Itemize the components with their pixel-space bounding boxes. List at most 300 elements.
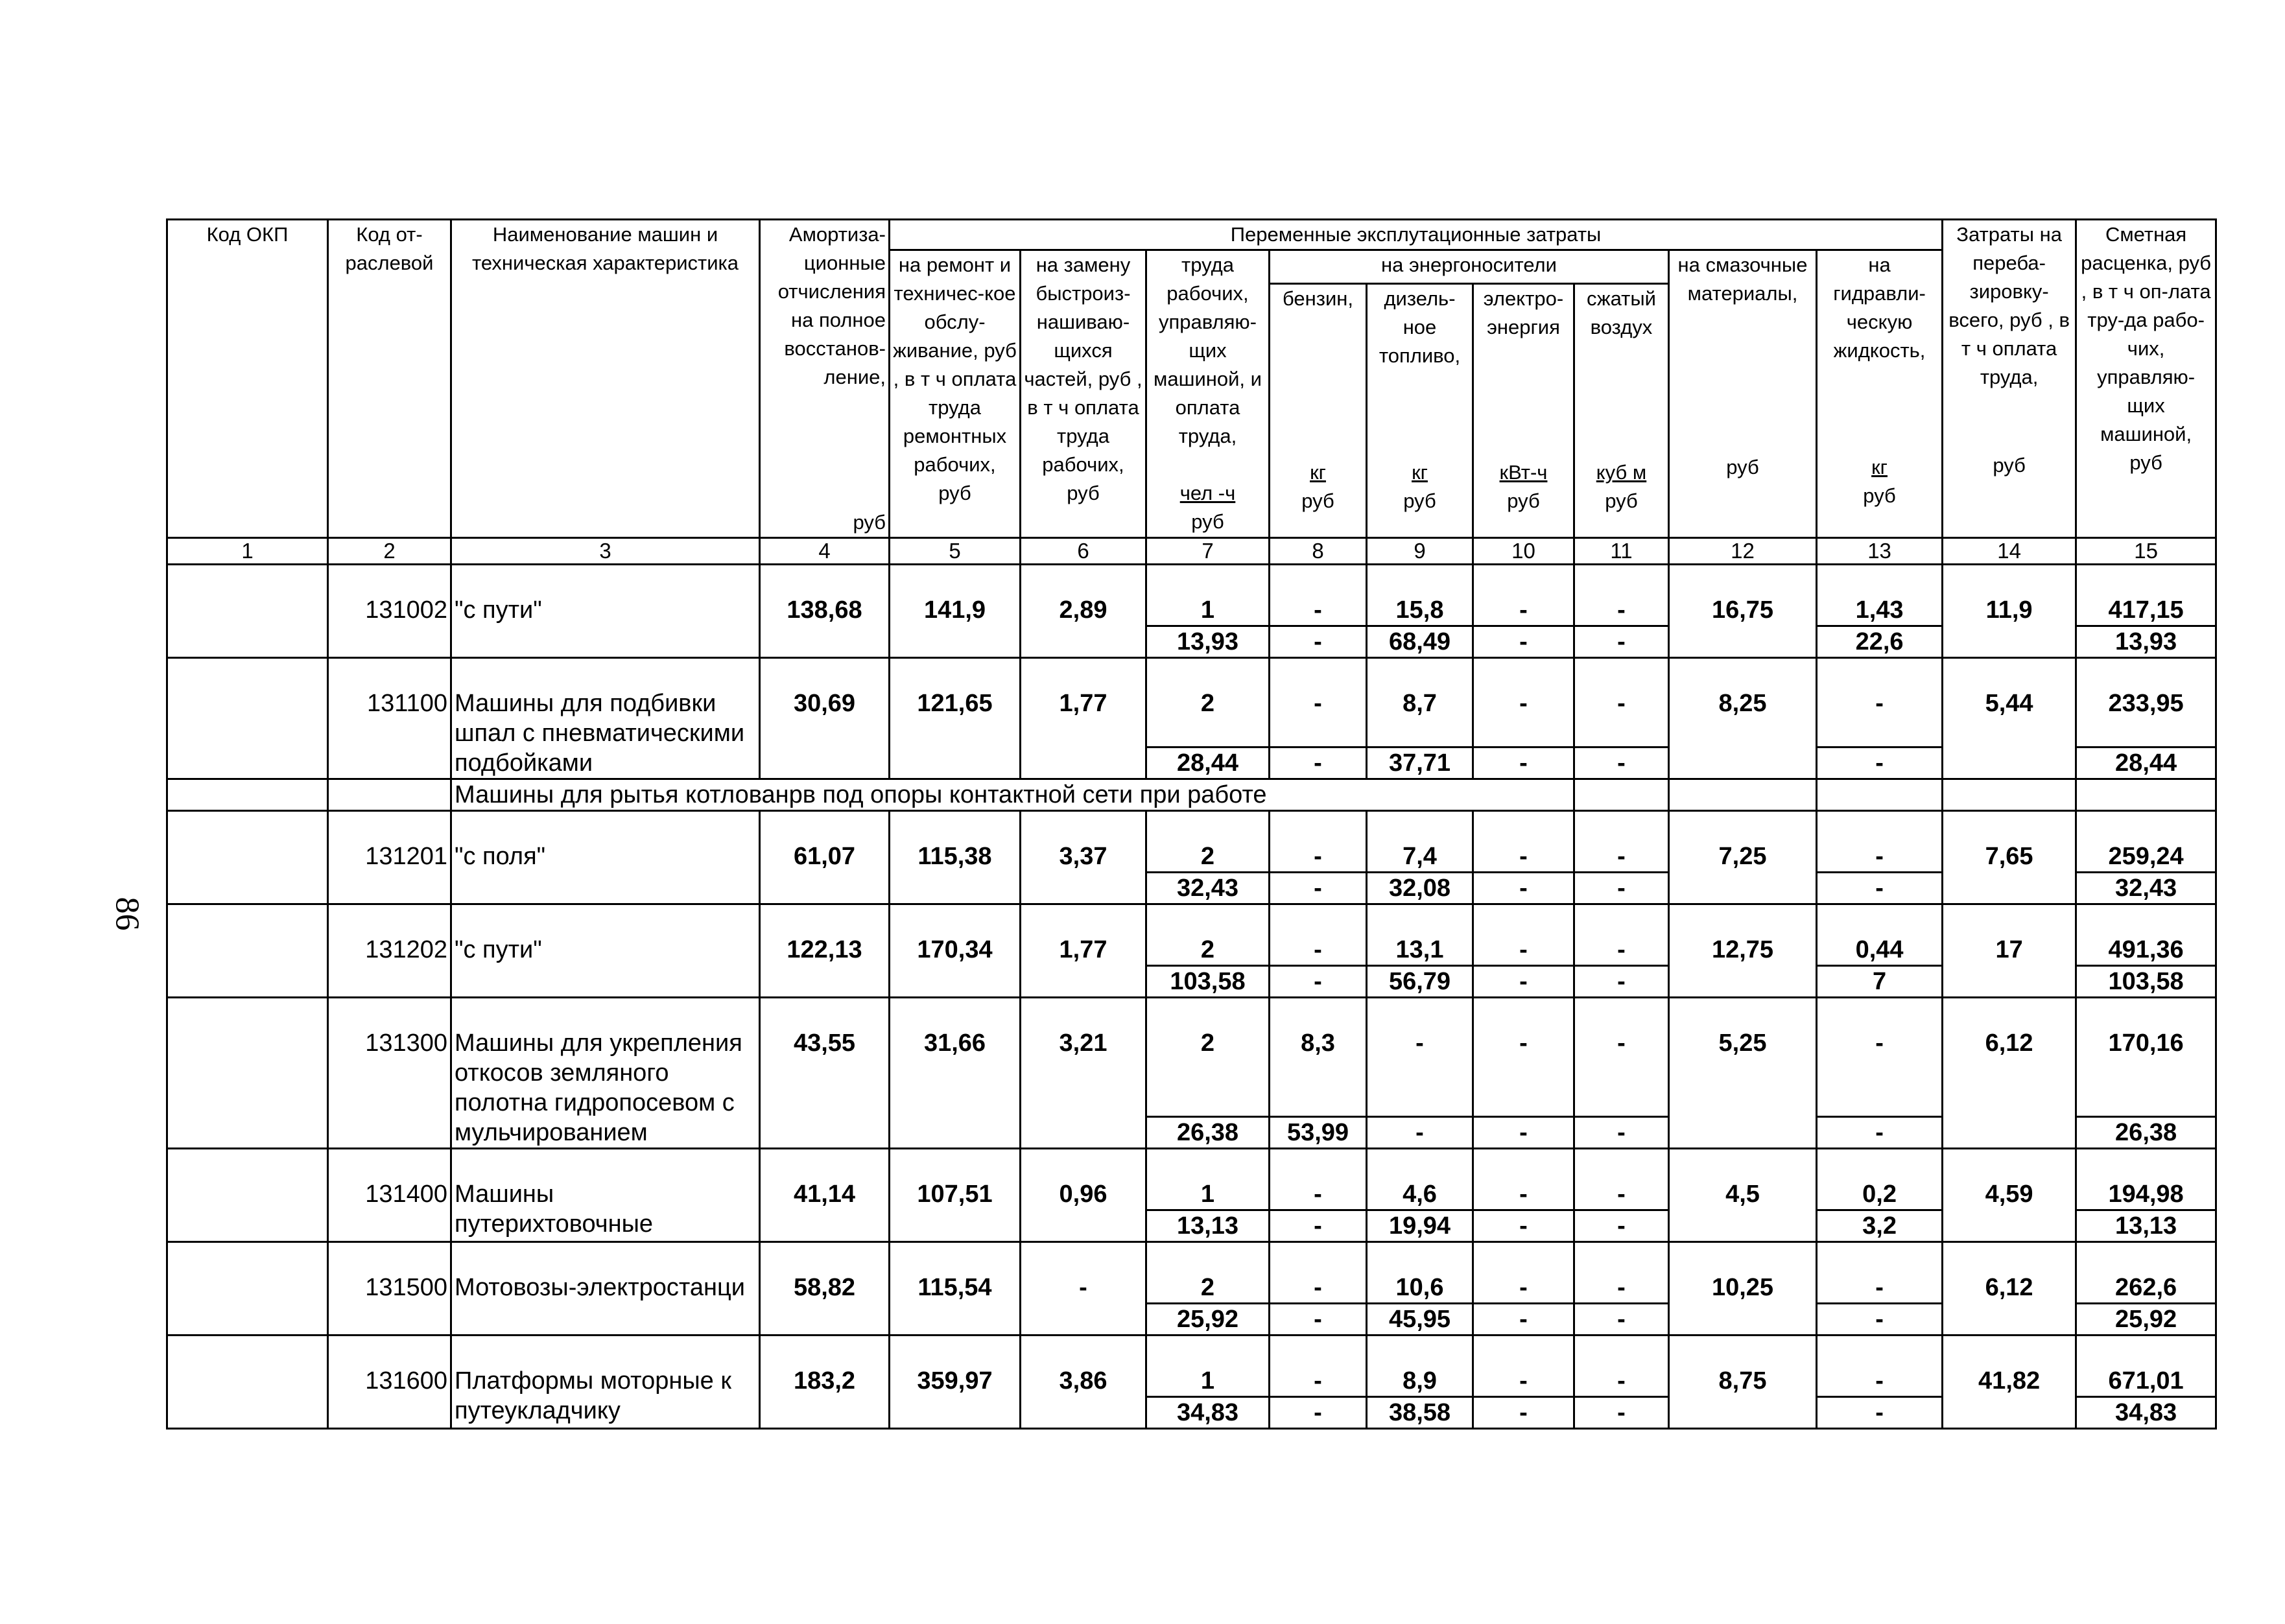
value-c5: 170,34 [890,935,1021,998]
header-amortization-text: Амортиза-ционные отчисления на полное восстанов-ление, [777,223,886,388]
wage-c11: - [1574,1117,1669,1149]
spacer-cell [1574,1336,1669,1367]
spacer-cell [2076,1336,2216,1367]
spacer-cell [1367,1149,1473,1180]
spacer-cell [1473,904,1574,936]
value-c8: - [1270,841,1367,873]
header-compressed-air-unit: руб [1605,489,1638,513]
spacer-cell [1021,1336,1146,1367]
wage-c13: 22,6 [1817,626,1943,658]
spacer-cell [1669,1336,1817,1367]
wage-c11: - [1574,626,1669,658]
value-c14: 6,12 [1943,1273,2076,1336]
machine-name: Машины для укрепления откосов земляного полотна гидропосевом с мульчированием [451,998,760,1149]
section-title: Машины для рытья котлованрв под опоры контактной сети при работе [451,779,1574,811]
spacer-cell [890,904,1021,936]
header-estimate-rate-unit: руб [2129,451,2162,474]
value-c15: 194,98 [2076,1179,2216,1210]
spacer-cell [1574,904,1669,936]
value-c12: 8,25 [1669,688,1817,779]
header-diesel-text: дизель-ное топливо, [1379,287,1461,368]
column-number: 6 [1021,538,1146,565]
wage-c11: - [1574,1304,1669,1336]
branch-code: 131100 [328,658,451,779]
spacer-cell [760,998,890,1029]
header-estimate-rate-text: Сметная расценка, руб , в т ч оп-лата тру-да рабо-чих, управляю-щих машиной, [2081,223,2212,445]
branch-code: 131600 [328,1336,451,1429]
value-c15: 170,16 [2076,1028,2216,1117]
value-c7: 1 [1146,1366,1270,1397]
wage-c15: 25,92 [2076,1304,2216,1336]
value-c4: 41,14 [760,1179,890,1242]
spacer-cell [1473,658,1574,689]
spacer-cell [1943,658,2076,689]
value-c4: 183,2 [760,1366,890,1429]
okp-code-cell [167,1149,328,1242]
wage-c13: - [1817,1397,1943,1429]
spacer-cell [1473,998,1574,1029]
column-number: 11 [1574,538,1669,565]
value-c12: 10,25 [1669,1273,1817,1336]
wage-c7: 25,92 [1146,1304,1270,1336]
value-c11: - [1574,841,1669,873]
wage-c10: - [1473,747,1574,779]
spacer-cell [1817,565,1943,596]
spacer-cell [1574,658,1669,689]
machine-name: Машины для подбивки шпал с пневматическими подбойками [451,658,760,779]
value-c13: - [1817,841,1943,873]
value-c8: - [1270,1273,1367,1304]
value-c14: 41,82 [1943,1366,2076,1429]
spacer-cell [1270,1336,1367,1367]
header-lubricants-unit: руб [1726,456,1759,478]
wage-c8: - [1270,1210,1367,1242]
value-c6: 0,96 [1021,1179,1146,1242]
value-c14: 11,9 [1943,595,2076,658]
spacer-cell [1817,658,1943,689]
value-c6: - [1021,1273,1146,1336]
spacer-cell [1146,1242,1270,1273]
value-c11: - [1574,1366,1669,1397]
header-machine-name: Наименование машин и техническая характеристика [451,220,760,538]
wage-c15: 32,43 [2076,873,2216,904]
value-c10: - [1473,1273,1574,1304]
value-c4: 43,55 [760,1028,890,1149]
spacer-cell [1270,1242,1367,1273]
wage-c9: 38,58 [1367,1397,1473,1429]
spacer-cell [1943,1149,2076,1180]
value-c7: 2 [1146,935,1270,966]
branch-code: 131400 [328,1149,451,1242]
value-c5: 121,65 [890,688,1021,779]
value-c13: 1,43 [1817,595,1943,626]
value-c12: 16,75 [1669,595,1817,658]
header-branch-code: Код от-раслевой [328,220,451,538]
header-lubricants-text: на смазочные материалы, [1677,253,1808,305]
value-c15: 491,36 [2076,935,2216,966]
spacer-cell [2076,565,2216,596]
spacer-cell [2076,1149,2216,1180]
value-c10: - [1473,688,1574,747]
wage-c8: 53,99 [1270,1117,1367,1149]
value-c7: 1 [1146,595,1270,626]
spacer-cell [1146,1336,1270,1367]
value-c9: 15,8 [1367,595,1473,626]
value-c8: - [1270,595,1367,626]
spacer-cell [1943,998,2076,1029]
spacer-cell [1473,565,1574,596]
value-c11: - [1574,1028,1669,1117]
value-c9: 8,7 [1367,688,1473,747]
value-c6: 2,89 [1021,595,1146,658]
spacer-cell [1669,998,1817,1029]
header-hydraulic-unit: руб [1863,484,1896,507]
wage-c15: 13,93 [2076,626,2216,658]
spacer-cell [1473,1149,1574,1180]
wage-c7: 13,13 [1146,1210,1270,1242]
wage-c11: - [1574,747,1669,779]
column-number-row [167,538,2216,565]
spacer-cell [1817,1149,1943,1180]
value-c4: 122,13 [760,935,890,998]
machine-name: "с поля" [451,811,760,904]
wage-c8: - [1270,873,1367,904]
machine-rates-table [166,218,2217,1430]
spacer-cell [1021,1242,1146,1273]
wage-c13: - [1817,1117,1943,1149]
spacer-cell [2076,998,2216,1029]
section-cell-empty [1669,779,1817,811]
value-c12: 4,5 [1669,1179,1817,1242]
wage-c9: 45,95 [1367,1304,1473,1336]
spacer-cell [1270,565,1367,596]
spacer-cell [1270,998,1367,1029]
header-petrol-text: бензин, [1282,287,1354,311]
wage-c11: - [1574,873,1669,904]
header-hydraulic-unit-a: кг [1871,456,1888,478]
value-c7: 2 [1146,841,1270,873]
value-c7: 2 [1146,1028,1270,1117]
spacer-cell [1367,811,1473,842]
okp-code-cell [167,658,328,779]
spacer-cell [1669,565,1817,596]
value-c10: - [1473,1028,1574,1117]
header-parts-unit: руб [1067,482,1100,504]
spacer-cell [1669,811,1817,842]
okp-code-cell [167,811,328,904]
header-repair-unit: руб [938,482,971,504]
rates-table-sheet [166,218,2215,1430]
spacer-cell [1367,1242,1473,1273]
value-c4: 30,69 [760,688,890,779]
spacer-cell [1473,811,1574,842]
value-c6: 3,21 [1021,1028,1146,1149]
spacer-cell [1669,904,1817,936]
header-parts [1021,250,1146,538]
value-c13: 0,2 [1817,1179,1943,1210]
value-c9: 8,9 [1367,1366,1473,1397]
okp-code-cell [167,1336,328,1429]
wage-c15: 26,38 [2076,1117,2216,1149]
section-cell-empty [1943,779,2076,811]
column-number: 5 [890,538,1021,565]
value-c10: - [1473,1179,1574,1210]
spacer-cell [1021,1149,1146,1180]
value-c10: - [1473,935,1574,966]
value-c5: 141,9 [890,595,1021,658]
value-c4: 58,82 [760,1273,890,1336]
section-cell-empty [1574,779,1669,811]
spacer-cell [2076,658,2216,689]
value-c5: 115,54 [890,1273,1021,1336]
value-c9: - [1367,1028,1473,1117]
header-petrol [1270,284,1367,538]
wage-c8: - [1270,1304,1367,1336]
value-c10: - [1473,595,1574,626]
machine-name: Машины путерихтовочные [451,1149,760,1242]
value-c9: 13,1 [1367,935,1473,966]
column-number: 15 [2076,538,2216,565]
wage-c15: 13,13 [2076,1210,2216,1242]
spacer-cell [760,658,890,689]
header-petrol-unit-a: кг [1310,461,1326,484]
header-okp-code: Код ОКП [167,220,328,538]
spacer-cell [1817,1242,1943,1273]
value-c13: - [1817,688,1943,747]
spacer-cell [760,565,890,596]
value-c7: 2 [1146,1273,1270,1304]
header-compressed-air-text: сжатый воздух [1587,287,1656,339]
value-c14: 17 [1943,935,2076,998]
branch-code: 131202 [328,904,451,998]
spacer-cell [1021,565,1146,596]
spacer-cell [1473,1336,1574,1367]
value-c12: 8,75 [1669,1366,1817,1429]
branch-code: 131300 [328,998,451,1149]
wage-c10: - [1473,873,1574,904]
value-c5: 107,51 [890,1179,1021,1242]
value-c7: 1 [1146,1179,1270,1210]
wage-c8: - [1270,966,1367,998]
wage-c9: - [1367,1117,1473,1149]
value-c12: 7,25 [1669,841,1817,904]
value-c15: 671,01 [2076,1366,2216,1397]
value-c15: 417,15 [2076,595,2216,626]
spacer-cell [1473,1242,1574,1273]
spacer-cell [1146,811,1270,842]
spacer-cell [1270,1149,1367,1180]
value-c9: 10,6 [1367,1273,1473,1304]
value-c15: 262,6 [2076,1273,2216,1304]
branch-code: 131201 [328,811,451,904]
value-c8: - [1270,935,1367,966]
section-cell-empty [2076,779,2216,811]
spacer-cell [1669,1242,1817,1273]
spacer-cell [1021,658,1146,689]
wage-c10: - [1473,1397,1574,1429]
header-diesel-unit-a: кг [1412,461,1428,484]
header-parts-text: на замену быстроиз-нашиваю-щихся частей, руб , в т ч оплата труда рабочих, [1024,253,1142,476]
value-c5: 115,38 [890,841,1021,904]
spacer-cell [1817,998,1943,1029]
spacer-cell [1574,1149,1669,1180]
value-c6: 1,77 [1021,935,1146,998]
spacer-cell [890,1242,1021,1273]
column-number: 13 [1817,538,1943,565]
wage-c11: - [1574,966,1669,998]
value-c8: 8,3 [1270,1028,1367,1117]
spacer-cell [1367,998,1473,1029]
wage-c13: 3,2 [1817,1210,1943,1242]
value-c9: 4,6 [1367,1179,1473,1210]
spacer-cell [1146,565,1270,596]
spacer-cell [890,1336,1021,1367]
spacer-cell [1817,811,1943,842]
header-relocation-text: Затраты на переба-зировку-всего, руб , в т ч оплата труда, [1948,223,2070,388]
wage-c9: 32,08 [1367,873,1473,904]
wage-c10: - [1473,1117,1574,1149]
header-electricity-unit: руб [1507,489,1540,513]
value-c12: 12,75 [1669,935,1817,998]
wage-c13: - [1817,873,1943,904]
spacer-cell [1669,1149,1817,1180]
column-number: 12 [1669,538,1817,565]
header-electricity-unit-a: кВт-ч [1499,461,1548,484]
value-c11: - [1574,595,1669,626]
spacer-cell [1021,811,1146,842]
spacer-cell [1367,904,1473,936]
header-lubricants [1669,250,1817,538]
value-c15: 233,95 [2076,688,2216,747]
value-c13: - [1817,1366,1943,1397]
column-number: 10 [1473,538,1574,565]
column-number: 1 [167,538,328,565]
okp-code-cell [167,565,328,658]
value-c11: - [1574,1179,1669,1210]
wage-c7: 26,38 [1146,1117,1270,1149]
wage-c9: 68,49 [1367,626,1473,658]
wage-c9: 19,94 [1367,1210,1473,1242]
header-relocation-unit: руб [1993,454,2026,477]
wage-c15: 103,58 [2076,966,2216,998]
spacer-cell [1943,565,2076,596]
value-c14: 6,12 [1943,1028,2076,1149]
page-number: 86 [108,897,146,931]
spacer-cell [1574,811,1669,842]
column-number: 9 [1367,538,1473,565]
column-number: 2 [328,538,451,565]
wage-c7: 32,43 [1146,873,1270,904]
value-c11: - [1574,688,1669,747]
wage-c10: - [1473,1210,1574,1242]
wage-c15: 28,44 [2076,747,2216,779]
spacer-cell [1367,658,1473,689]
wage-c7: 13,93 [1146,626,1270,658]
column-number: 4 [760,538,890,565]
header-labor-unit: руб [1191,510,1224,533]
spacer-cell [760,1149,890,1180]
section-cell-empty [328,779,451,811]
spacer-cell [1574,1242,1669,1273]
header-labor-unit-a: чел -ч [1179,482,1236,504]
value-c4: 138,68 [760,595,890,658]
spacer-cell [890,998,1021,1029]
column-number: 7 [1146,538,1270,565]
value-c6: 3,37 [1021,841,1146,904]
table-header [167,220,2216,538]
spacer-cell [1146,998,1270,1029]
spacer-cell [1943,1336,2076,1367]
spacer-cell [760,811,890,842]
header-diesel-unit: руб [1403,489,1436,513]
value-c14: 5,44 [1943,688,2076,779]
value-c14: 4,59 [1943,1179,2076,1242]
wage-c15: 34,83 [2076,1397,2216,1429]
wage-c8: - [1270,747,1367,779]
value-c15: 259,24 [2076,841,2216,873]
wage-c9: 37,71 [1367,747,1473,779]
value-c10: - [1473,1366,1574,1397]
spacer-cell [1270,658,1367,689]
header-amortization [760,220,890,538]
okp-code-cell [167,1242,328,1336]
spacer-cell [1367,1336,1473,1367]
value-c8: - [1270,1179,1367,1210]
header-hydraulic-text: на гидравли-ческую жидкость, [1833,253,1926,362]
okp-code-cell [167,904,328,998]
spacer-cell [1817,1336,1943,1367]
spacer-cell [760,1336,890,1367]
wage-c11: - [1574,1397,1669,1429]
spacer-cell [890,658,1021,689]
header-compressed-air [1574,284,1669,538]
spacer-cell [1367,565,1473,596]
spacer-cell [760,904,890,936]
header-electricity-text: электро-энергия [1483,287,1564,339]
column-number: 8 [1270,538,1367,565]
spacer-cell [2076,1242,2216,1273]
wage-c10: - [1473,966,1574,998]
table-body [167,565,2216,1429]
header-labor [1146,250,1270,538]
value-c5: 31,66 [890,1028,1021,1149]
wage-c13: - [1817,1304,1943,1336]
spacer-cell [1146,658,1270,689]
spacer-cell [2076,904,2216,936]
value-c9: 7,4 [1367,841,1473,873]
branch-code: 131500 [328,1242,451,1336]
spacer-cell [890,1149,1021,1180]
wage-c10: - [1473,626,1574,658]
header-hydraulic [1817,250,1943,538]
header-repair-text: на ремонт и техничес-кое обслу-живание, руб , в т ч оплата труда ремонтных рабочих, [893,253,1017,476]
spacer-cell [1146,904,1270,936]
spacer-cell [1943,1242,2076,1273]
wage-c8: - [1270,1397,1367,1429]
value-c13: 0,44 [1817,935,1943,966]
value-c6: 1,77 [1021,688,1146,779]
spacer-cell [1021,998,1146,1029]
spacer-cell [890,565,1021,596]
header-variable-costs: Переменные эксплутационные затраты [890,220,1943,250]
wage-c8: - [1270,626,1367,658]
value-c8: - [1270,688,1367,747]
value-c13: - [1817,1273,1943,1304]
section-cell-empty [1817,779,1943,811]
wage-c7: 34,83 [1146,1397,1270,1429]
spacer-cell [1817,904,1943,936]
okp-code-cell [167,998,328,1149]
